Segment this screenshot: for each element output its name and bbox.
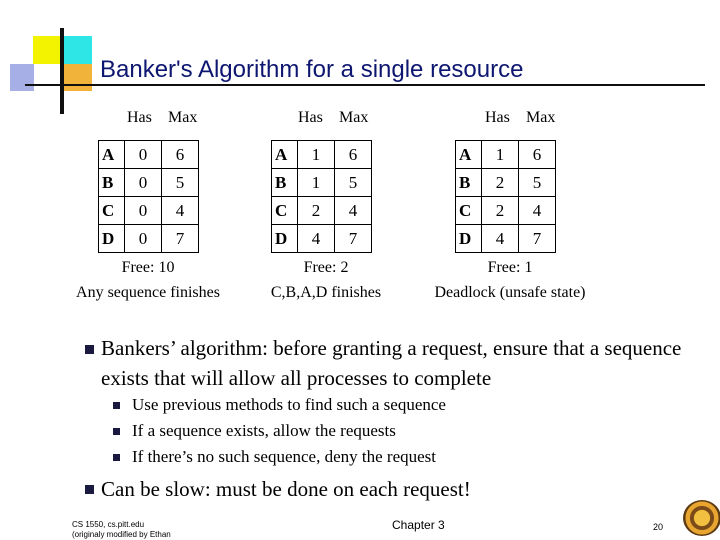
has-value: 1 [482,141,519,169]
has-value: 0 [125,225,162,253]
max-value: 7 [335,225,372,253]
process-name: D [99,225,125,253]
has-value: 1 [298,141,335,169]
decor-yellow-square [33,36,61,64]
bullet-marker [85,485,94,494]
table-row [272,225,372,253]
process-name: D [456,225,482,253]
table-row [456,197,556,225]
table-row [99,169,199,197]
process-name: B [456,169,482,197]
process-name: B [272,169,298,197]
university-seal-logo [683,500,720,536]
table-row [99,197,199,225]
process-name: A [456,141,482,169]
bullet-can-be-slow: Can be slow: must be done on each request! [101,477,471,501]
table1-header-has: Has [127,109,152,126]
sub-bullet-1: Use previous methods to find such a sequence [132,395,446,414]
table2-resource-table [271,140,372,253]
has-value: 0 [125,169,162,197]
has-value: 2 [482,169,519,197]
decor-vertical-line [60,28,64,114]
table-row [456,225,556,253]
decor-lightblue-square [10,64,34,91]
slide-title: Banker's Algorithm for a single resource [100,56,524,83]
footer-credit-line: (originaly modified by Ethan [72,530,171,539]
max-value: 7 [162,225,199,253]
sub-bullet-marker [113,428,120,435]
decor-cyan-square [62,36,92,64]
bullet-bankers-algorithm: Bankers’ algorithm: before granting a request, ensure that a sequence exists that will allow all processes to complete [101,336,682,390]
table-row [456,141,556,169]
has-value: 4 [298,225,335,253]
has-value: 1 [298,169,335,197]
table-row [272,169,372,197]
max-value: 6 [162,141,199,169]
process-name: C [272,197,298,225]
sub-bullet-marker [113,402,120,409]
max-value: 6 [335,141,372,169]
table-row [99,141,199,169]
has-value: 2 [298,197,335,225]
max-value: 5 [519,169,556,197]
table1-resource-table [98,140,199,253]
table1-note: Any sequence finishes [76,284,220,301]
footer-chapter: Chapter 3 [392,518,445,532]
has-value: 0 [125,197,162,225]
process-name: B [99,169,125,197]
sub-bullet-marker [113,454,120,461]
has-value: 2 [482,197,519,225]
table3-note: Deadlock (unsafe state) [434,284,586,301]
max-value: 4 [162,197,199,225]
table1-header-max: Max [168,109,198,126]
bullet-marker [85,345,94,354]
process-name: A [99,141,125,169]
table-row [99,225,199,253]
process-name: C [456,197,482,225]
process-name: A [272,141,298,169]
table2-header-max: Max [339,109,369,126]
decor-orange-square [64,64,92,91]
table3-header-has: Has [485,109,510,126]
title-underline [25,84,705,86]
max-value: 4 [519,197,556,225]
table3-header-max: Max [526,109,556,126]
process-name: C [99,197,125,225]
max-value: 5 [162,169,199,197]
sub-bullet-3: If there’s no such sequence, deny the request [132,447,436,466]
max-value: 6 [519,141,556,169]
table3-resource-table [455,140,556,253]
table-row [272,197,372,225]
footer-course-line: CS 1550, cs.pitt.edu [72,520,145,529]
sub-bullet-2: If a sequence exists, allow the requests [132,421,396,440]
page-number: 20 [653,522,664,532]
table2-header-has: Has [298,109,323,126]
max-value: 5 [335,169,372,197]
table2-note: C,B,A,D finishes [270,284,382,301]
table-row [456,169,556,197]
max-value: 4 [335,197,372,225]
table2-free: Free: 2 [303,259,349,276]
table3-free: Free: 1 [487,259,533,276]
footer-course [72,520,171,540]
table-row [272,141,372,169]
has-value: 0 [125,141,162,169]
process-name: D [272,225,298,253]
has-value: 4 [482,225,519,253]
table1-free: Free: 10 [121,259,175,276]
max-value: 7 [519,225,556,253]
